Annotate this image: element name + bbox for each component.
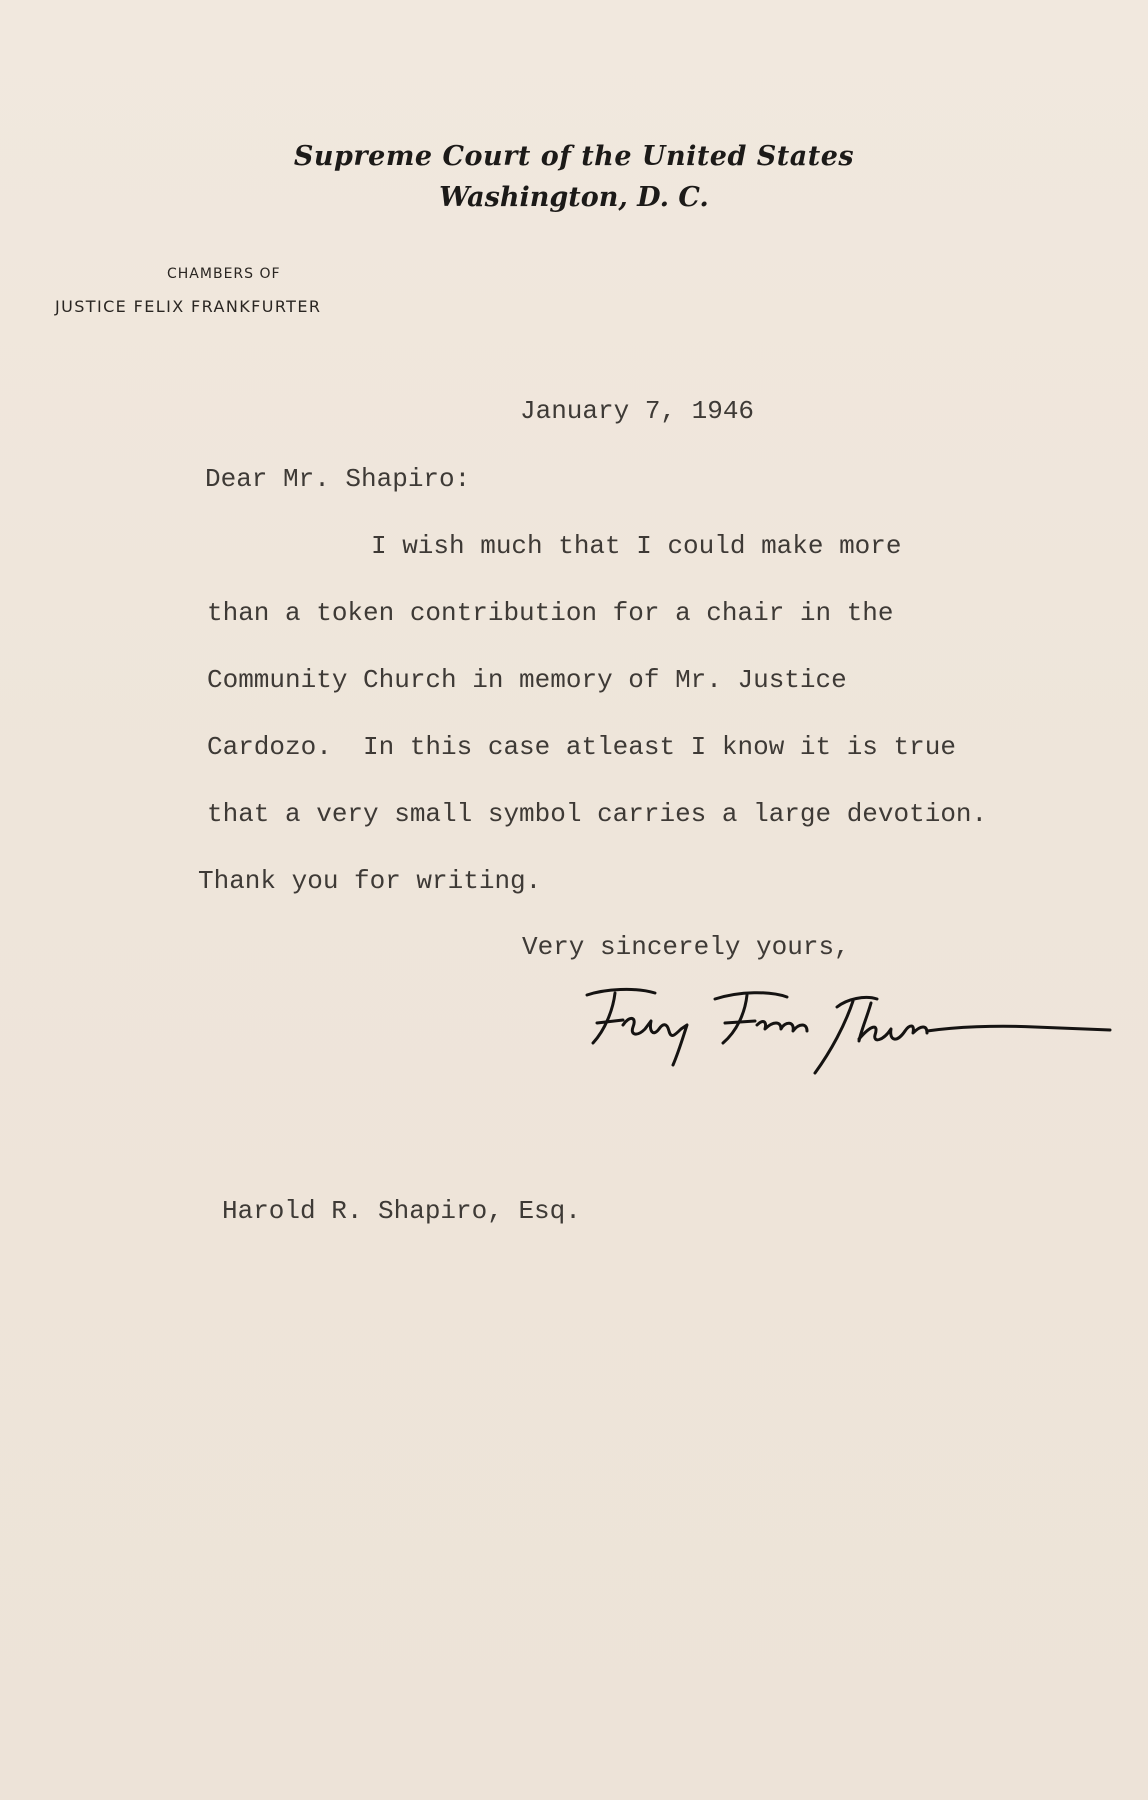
body-line: than a token contribution for a chair in the	[207, 598, 894, 628]
signature-strokes	[587, 989, 1110, 1073]
body-line: I wish much that I could make more	[371, 531, 902, 561]
handwritten-signature	[575, 985, 1115, 1080]
chambers-justice-name: JUSTICE FELIX FRANKFURTER	[55, 297, 322, 316]
recipient-name: Harold R. Shapiro, Esq.	[222, 1196, 581, 1226]
body-line: that a very small symbol carries a large devotion.	[207, 799, 988, 829]
letter-salutation: Dear Mr. Shapiro:	[205, 464, 471, 494]
body-line: Cardozo. In this case atleast I know it is true	[207, 732, 956, 762]
body-line: Community Church in memory of Mr. Justice	[207, 665, 847, 695]
chambers-label: CHAMBERS OF	[167, 266, 281, 282]
letterhead-city: Washington, D. C.	[439, 182, 709, 213]
letter-date: January 7, 1946	[520, 396, 755, 426]
letterhead-court-name: Supreme Court of the United States	[293, 141, 855, 172]
body-line: Thank you for writing.	[198, 866, 542, 896]
letter-closing: Very sincerely yours,	[522, 932, 850, 962]
